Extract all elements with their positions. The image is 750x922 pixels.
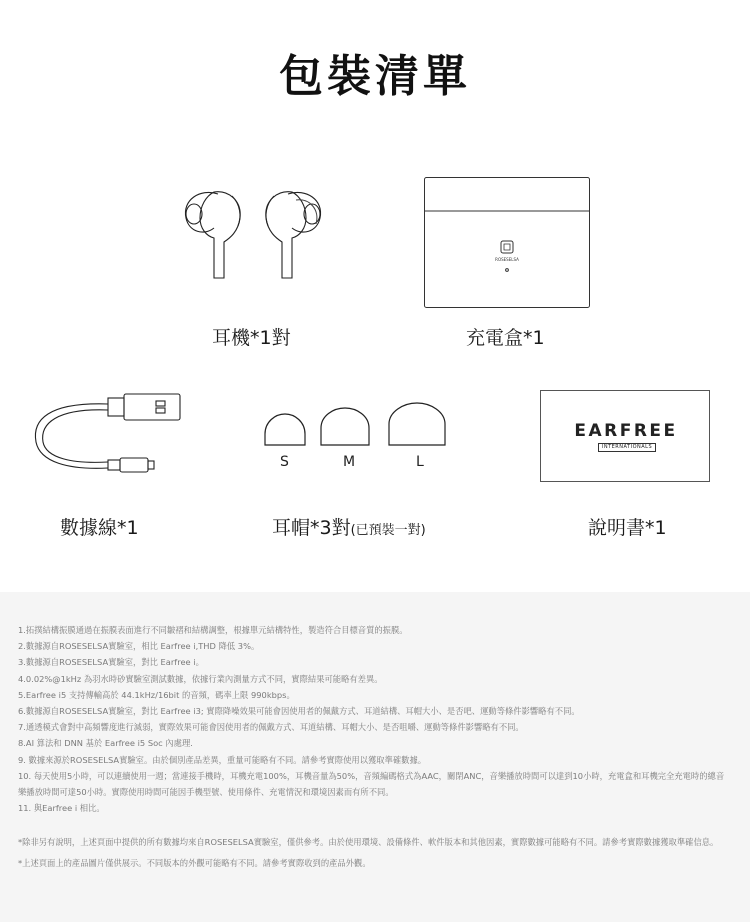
note-7: 7.通透模式會對中高頻響度進行減弱，實際效果可能會因使用者的佩戴方式、耳道結構、耳帽大小、是否咀嚼、運動等條件影響略有不同。 (18, 722, 524, 733)
manual-brand-logo: EARFREE (574, 421, 678, 441)
note-8: 8.AI 算法和 DNN 基於 Earfree i5 Soc 內處理. (18, 738, 193, 749)
earphones-caption: 耳機*1對 (212, 327, 291, 349)
note-10: 10. 每天使用5小時，可以連續使用一週；當連接手機時，耳機充電100%，耳機音量為50%，音頻編碼格式為AAC，關閉ANC，音樂播放時間可以達到10小時，充電盒和耳機完全充電時的總音樂播放時間可達50小時。實際使用時間可能因手機型號、使用條件、充電情況和環境因素而有所不同。 (18, 770, 725, 798)
earphones-illustration (170, 182, 340, 282)
note-11: 11. 與Earfree i 相比。 (18, 803, 105, 814)
notes-panel (0, 592, 750, 922)
page-title: 包裝清單 (279, 51, 471, 102)
note-2: 2.數據源自ROSESELSA實驗室，相比 Earfree i,THD 降低 3%。 (18, 641, 260, 652)
note-1: 1.拓撲結構振膜通過在振膜表面進行不同皺褶和結構調整，根據單元結構特性，製造符合目標音質的振膜。 (18, 625, 408, 635)
note-4: 4.0.02%@1kHz 為羽水時砂實驗室測試數據，依據行業內測量方式不同，實際結果可能略有差異。 (18, 673, 383, 684)
case-brand-text: ROSESELSA (495, 257, 519, 262)
note-9: 9. 數據來源於ROSESELSA實驗室。由於個別產品差異，重量可能略有不同。請參考實際使用以獲取準確數據。 (18, 754, 427, 765)
footnote-1: *除非另有說明，上述頁面中提供的所有數據均來自ROSESELSA實驗室，僅供參考。由於使用環境、設備條件、軟件版本和其他因素，實際數據可能略有不同。請參考實際數據獲取準確信息。 (18, 837, 719, 848)
note-5: 5.Earfree i5 支持傳輸高於 44.1kHz/16bit 的音頻，碼率上限 990kbps。 (18, 689, 295, 700)
footnote-2: *上述頁面上的產品圖片僅供展示。不同版本的外觀可能略有不同。請參考實際收到的產品外觀。 (18, 857, 371, 868)
cable-caption: 數據線*1 (60, 517, 139, 539)
note-6: 6.數據源自ROSESELSA實驗室，對比 Earfree i3; 實際降噪效果可能會因使用者的佩戴方式、耳道結構、耳帽大小、是否吧、運動等條件影響略有不同。 (18, 706, 580, 717)
eartip-size-l: L (416, 454, 424, 470)
charging-case-illustration (424, 177, 590, 308)
note-3: 3.數據源自ROSESELSA實驗室，對比 Earfree i。 (18, 657, 204, 668)
eartip-size-s: S (280, 454, 289, 470)
eartips-label: 耳帽*3對 (272, 517, 351, 539)
eartips-illustration (255, 400, 465, 450)
case-caption: 充電盒*1 (466, 327, 545, 349)
manual-caption: 說明書*1 (588, 517, 667, 539)
eartips-caption (272, 513, 426, 540)
manual-illustration (540, 390, 710, 482)
manual-brand-subtitle: INTERNATIONALS (598, 443, 656, 452)
eartip-size-m: M (343, 454, 356, 470)
footnotes (18, 834, 732, 870)
cable-illustration (28, 390, 188, 478)
eartips-note: (已預裝一對) (350, 523, 426, 538)
